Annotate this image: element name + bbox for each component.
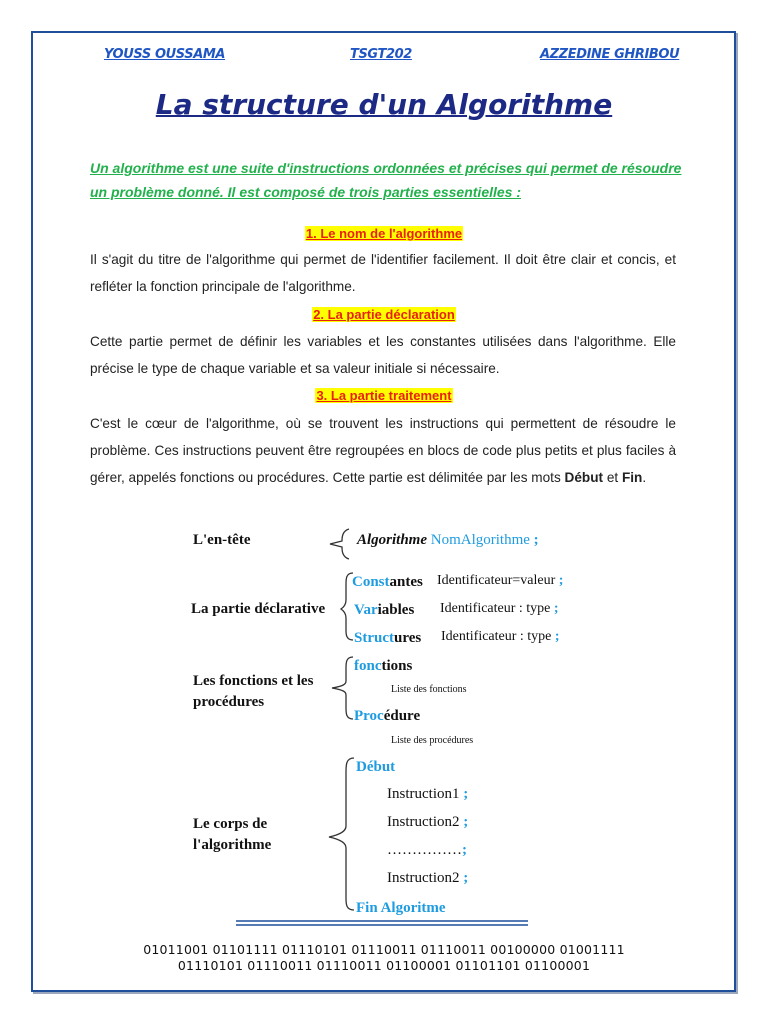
section-paragraph-2: Cette partie permet de définir les variables et les constantes utilisées dans l'algorithme. Elle précise le type de chaque variable et sa valeur initiale si nécessaire. [90,334,676,376]
keyword-black-part: antes [389,574,423,590]
keyword-variables [354,599,414,621]
label-corps-line2: l'algorithme [193,837,272,853]
instruction-text: …………… [387,842,462,858]
keyword-structures [354,627,421,649]
keyword-blue-part: Proc [354,708,384,724]
keyword-blue-part: Var [354,602,378,618]
keyword-black-part: ures [394,630,422,646]
keyword-blue-part: fonc [354,658,382,674]
keyword-fin-algoritme [356,897,446,919]
keyword-algorithme: Algorithme [357,532,428,548]
label-fonctions-line1: Les fonctions et les [193,673,314,689]
instruction-text: Instruction2 [387,814,460,830]
definition-text: Identificateur : type [441,629,552,644]
semicolon: ; [554,629,560,644]
section-paragraph-1: Il s'agit du titre de l'algorithme qui permet de l'identifier facilement. Il doit être clair et concis, et refléter la fonction principale de l'algorithme. [90,252,676,294]
keyword-fonctions [354,655,412,677]
instruction-2 [387,814,468,831]
keyword-blue-part: Struct [354,630,394,646]
instruction-text: Instruction2 [387,870,460,886]
keyword-black-part: tions [381,658,413,674]
semicolon: ; [463,870,469,886]
semicolon: ; [463,814,469,830]
instruction-1 [387,786,468,803]
section-title-text: 2. La partie déclaration [313,307,455,322]
keyword-debut: Début [564,470,604,485]
label-en-tete: L'en-tête [193,532,251,548]
semicolon: ; [553,601,559,616]
paragraph-text: . [642,470,647,485]
definition-text: Identificateur : type [440,601,551,616]
instruction-3 [387,870,468,887]
keyword-debut: Début [356,759,396,775]
paragraph-text: et [603,470,622,485]
section-title-text: 3. La partie traitement [316,388,452,403]
keyword-black-part: iables [377,602,415,618]
binary-footer [0,942,768,974]
definition-text: Identificateur=valeur [437,573,556,588]
keyword-procedure [354,705,420,727]
label-fonctions-line2: procédures [193,694,265,710]
keyword-debut-block [356,756,395,778]
keyword-black-part: édure [383,708,421,724]
binary-line-2: 01110101 01110011 01110011 01100001 01101101 01100001 [177,958,591,973]
header-author-right: AZZEDINE GHRIBOU [540,47,680,62]
instruction-text: Instruction1 [387,786,460,802]
header-class: TSGT202 [350,47,412,62]
keyword-blue-part: Const [352,574,390,590]
intro-paragraph: Un algorithme est une suite d'instructions ordonnées et précises qui permet de résoudre un problème donné. Il est composé de trois parties essentielles : [90,160,682,200]
constantes-def [437,573,563,589]
entete-line [357,529,539,551]
header-author-left: YOUSS OUSSAMA [104,47,226,62]
keyword-constantes [352,571,423,593]
instruction-ellipsis [387,842,467,859]
binary-line-1: 01011001 01101111 01110101 01110011 01110011 00100000 01001111 [143,942,625,957]
procedures-list: Liste des procédures [391,735,474,746]
structures-def [441,629,560,645]
semicolon: ; [558,573,564,588]
page-title: La structure d'un Algorithme [155,88,613,121]
variables-def [440,601,559,617]
algorithm-name: NomAlgorithme [430,532,530,548]
keyword-fin: Fin [621,470,643,485]
paragraph-text: C'est le cœur de l'algorithme, où se trouvent les instructions qui permettent de résoudre le problème. Ces instructions peuvent être regroupées en blocs de code plus petits et plus faciles à gérer, appelés fonctions ou procédures. Cette partie est délimitée par les mots [90,416,676,485]
semicolon: ; [462,842,467,858]
label-corps-line1: Le corps de [193,816,268,832]
keyword-fin: Fin Algoritme [356,900,446,916]
section-title-text: 1. Le nom de l'algorithme [305,226,463,241]
fonctions-list: Liste des fonctions [391,684,467,695]
semicolon: ; [463,786,469,802]
label-partie-declarative: La partie déclarative [191,601,326,617]
semicolon: ; [533,532,539,548]
